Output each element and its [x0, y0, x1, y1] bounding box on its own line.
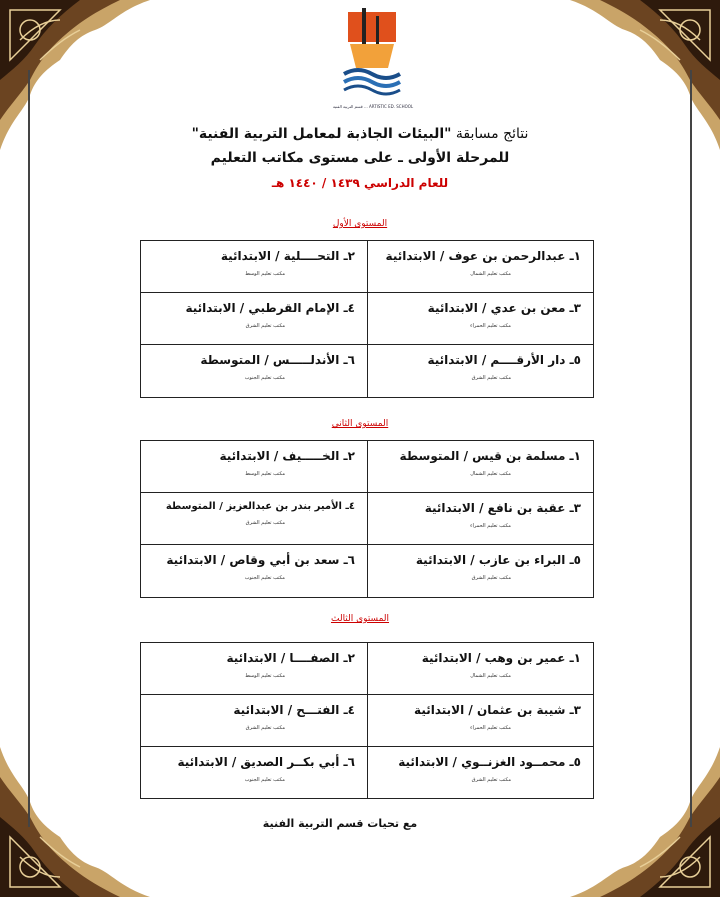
school-name: ١ـ عمير بن وهب / الابتدائية [421, 651, 581, 665]
competition-name: "البيئات الجاذبة لمعامل التربية الفنية" [191, 126, 452, 142]
office-name: مكتب تعليم الوسط [245, 271, 285, 277]
office-name: مكتب تعليم الحمراء [470, 523, 511, 529]
office-name: مكتب تعليم الجنوب [244, 575, 285, 581]
level-2-table [140, 440, 594, 598]
office-name: مكتب تعليم الجنوب [244, 777, 285, 783]
corner-ornament-bottom-left [0, 747, 150, 897]
stage-subtitle: للمرحلة الأولى ـ على مستوى مكاتب التعليم [210, 150, 510, 166]
table-cell [141, 545, 367, 597]
ministry-logo [340, 8, 404, 108]
table-cell [141, 643, 367, 695]
level-1-table [140, 240, 594, 398]
table-cell [141, 695, 367, 747]
office-name: مكتب تعليم الشمال [470, 271, 511, 277]
page-border-right [690, 70, 692, 827]
table-cell [367, 643, 593, 695]
table-cell [141, 241, 367, 293]
level-2-title: المستوى الثاني [331, 419, 389, 429]
school-name: ١ـ مسلمة بن قيس / المتوسطة [399, 449, 581, 463]
table-cell [141, 493, 367, 545]
office-name: مكتب تعليم الشرق [245, 520, 285, 526]
school-name: ٥ـ دار الأرقــــم / الابتدائية [427, 353, 581, 367]
table-cell [367, 747, 593, 799]
arabesque-ornament-icon [0, 747, 150, 897]
school-name: ٤ـ الإمام القرطبي / الابتدائية [185, 301, 355, 315]
school-name: ٢ـ الخـــــيف / الابتدائية [219, 449, 355, 463]
office-name: مكتب تعليم الوسط [245, 673, 285, 679]
ministry-logo-icon [340, 8, 404, 108]
office-name: مكتب تعليم الجنوب [244, 375, 285, 381]
table-cell [367, 695, 593, 747]
office-name: مكتب تعليم الشرق [471, 375, 511, 381]
table-cell [367, 441, 593, 493]
level-3-table [140, 642, 594, 799]
table-cell [141, 441, 367, 493]
results-title-prefix: نتائج مسابقة [455, 126, 529, 142]
table-cell [367, 241, 593, 293]
office-name: مكتب تعليم الشرق [471, 777, 511, 783]
office-name: مكتب تعليم الشمال [470, 471, 511, 477]
level-3-title: المستوى الثالث [330, 614, 390, 624]
office-name: مكتب تعليم الشمال [470, 673, 511, 679]
corner-ornament-top-right [570, 0, 720, 150]
results-title [140, 126, 580, 142]
office-name: مكتب تعليم الشرق [471, 575, 511, 581]
office-name: مكتب تعليم الشرق [245, 323, 285, 329]
school-name: ٦ـ أبي بكــر الصديق / الابتدائية [177, 755, 355, 769]
office-name: مكتب تعليم الوسط [245, 471, 285, 477]
arabesque-ornament-icon [570, 0, 720, 150]
school-name: ٦ـ الأندلـــــس / المتوسطة [200, 353, 355, 367]
level-1-title: المستوى الأول [332, 219, 388, 229]
footer-greeting: مع تحيات قسم التربية الفنية [262, 817, 418, 830]
corner-ornament-top-left [0, 0, 150, 150]
school-name: ٥ـ البراء بن عازب / الابتدائية [415, 553, 581, 567]
school-name: ٤ـ الفتـــح / الابتدائية [233, 703, 355, 717]
school-name: ٢ـ التحــــلية / الابتدائية [220, 249, 355, 263]
school-name: ٣ـ معن بن عدي / الابتدائية [427, 301, 581, 315]
school-name: ٥ـ محمــود الغزنــوي / الابتدائية [398, 755, 581, 769]
academic-year: للعام الدراسي ١٤٣٩ / ١٤٤٠ هـ [271, 176, 449, 190]
table-cell [367, 545, 593, 597]
school-name: ٦ـ سعد بن أبي وقاص / الابتدائية [166, 553, 355, 567]
logo-caption: قسم التربية الفنية ... ARTISTIC ED. SCHOOL [332, 104, 414, 109]
table-cell [141, 293, 367, 345]
arabesque-ornament-icon [0, 0, 150, 150]
table-cell [141, 747, 367, 799]
school-name: ١ـ عبدالرحمن بن عوف / الابتدائية [385, 249, 581, 263]
table-cell [141, 345, 367, 397]
page-border-left [28, 70, 30, 827]
school-name: ٣ـ عقبة بن نافع / الابتدائية [424, 501, 581, 515]
office-name: مكتب تعليم الشرق [245, 725, 285, 731]
school-name: ٤ـ الأمير بندر بن عبدالعزيز / المتوسطة [165, 501, 355, 512]
school-name: ٣ـ شيبة بن عثمان / الابتدائية [414, 703, 581, 717]
school-name: ٢ـ الصفــــا / الابتدائية [226, 651, 355, 665]
table-cell [367, 293, 593, 345]
table-cell [367, 493, 593, 545]
office-name: مكتب تعليم الحمراء [470, 725, 511, 731]
table-cell [367, 345, 593, 397]
office-name: مكتب تعليم الحمراء [470, 323, 511, 329]
